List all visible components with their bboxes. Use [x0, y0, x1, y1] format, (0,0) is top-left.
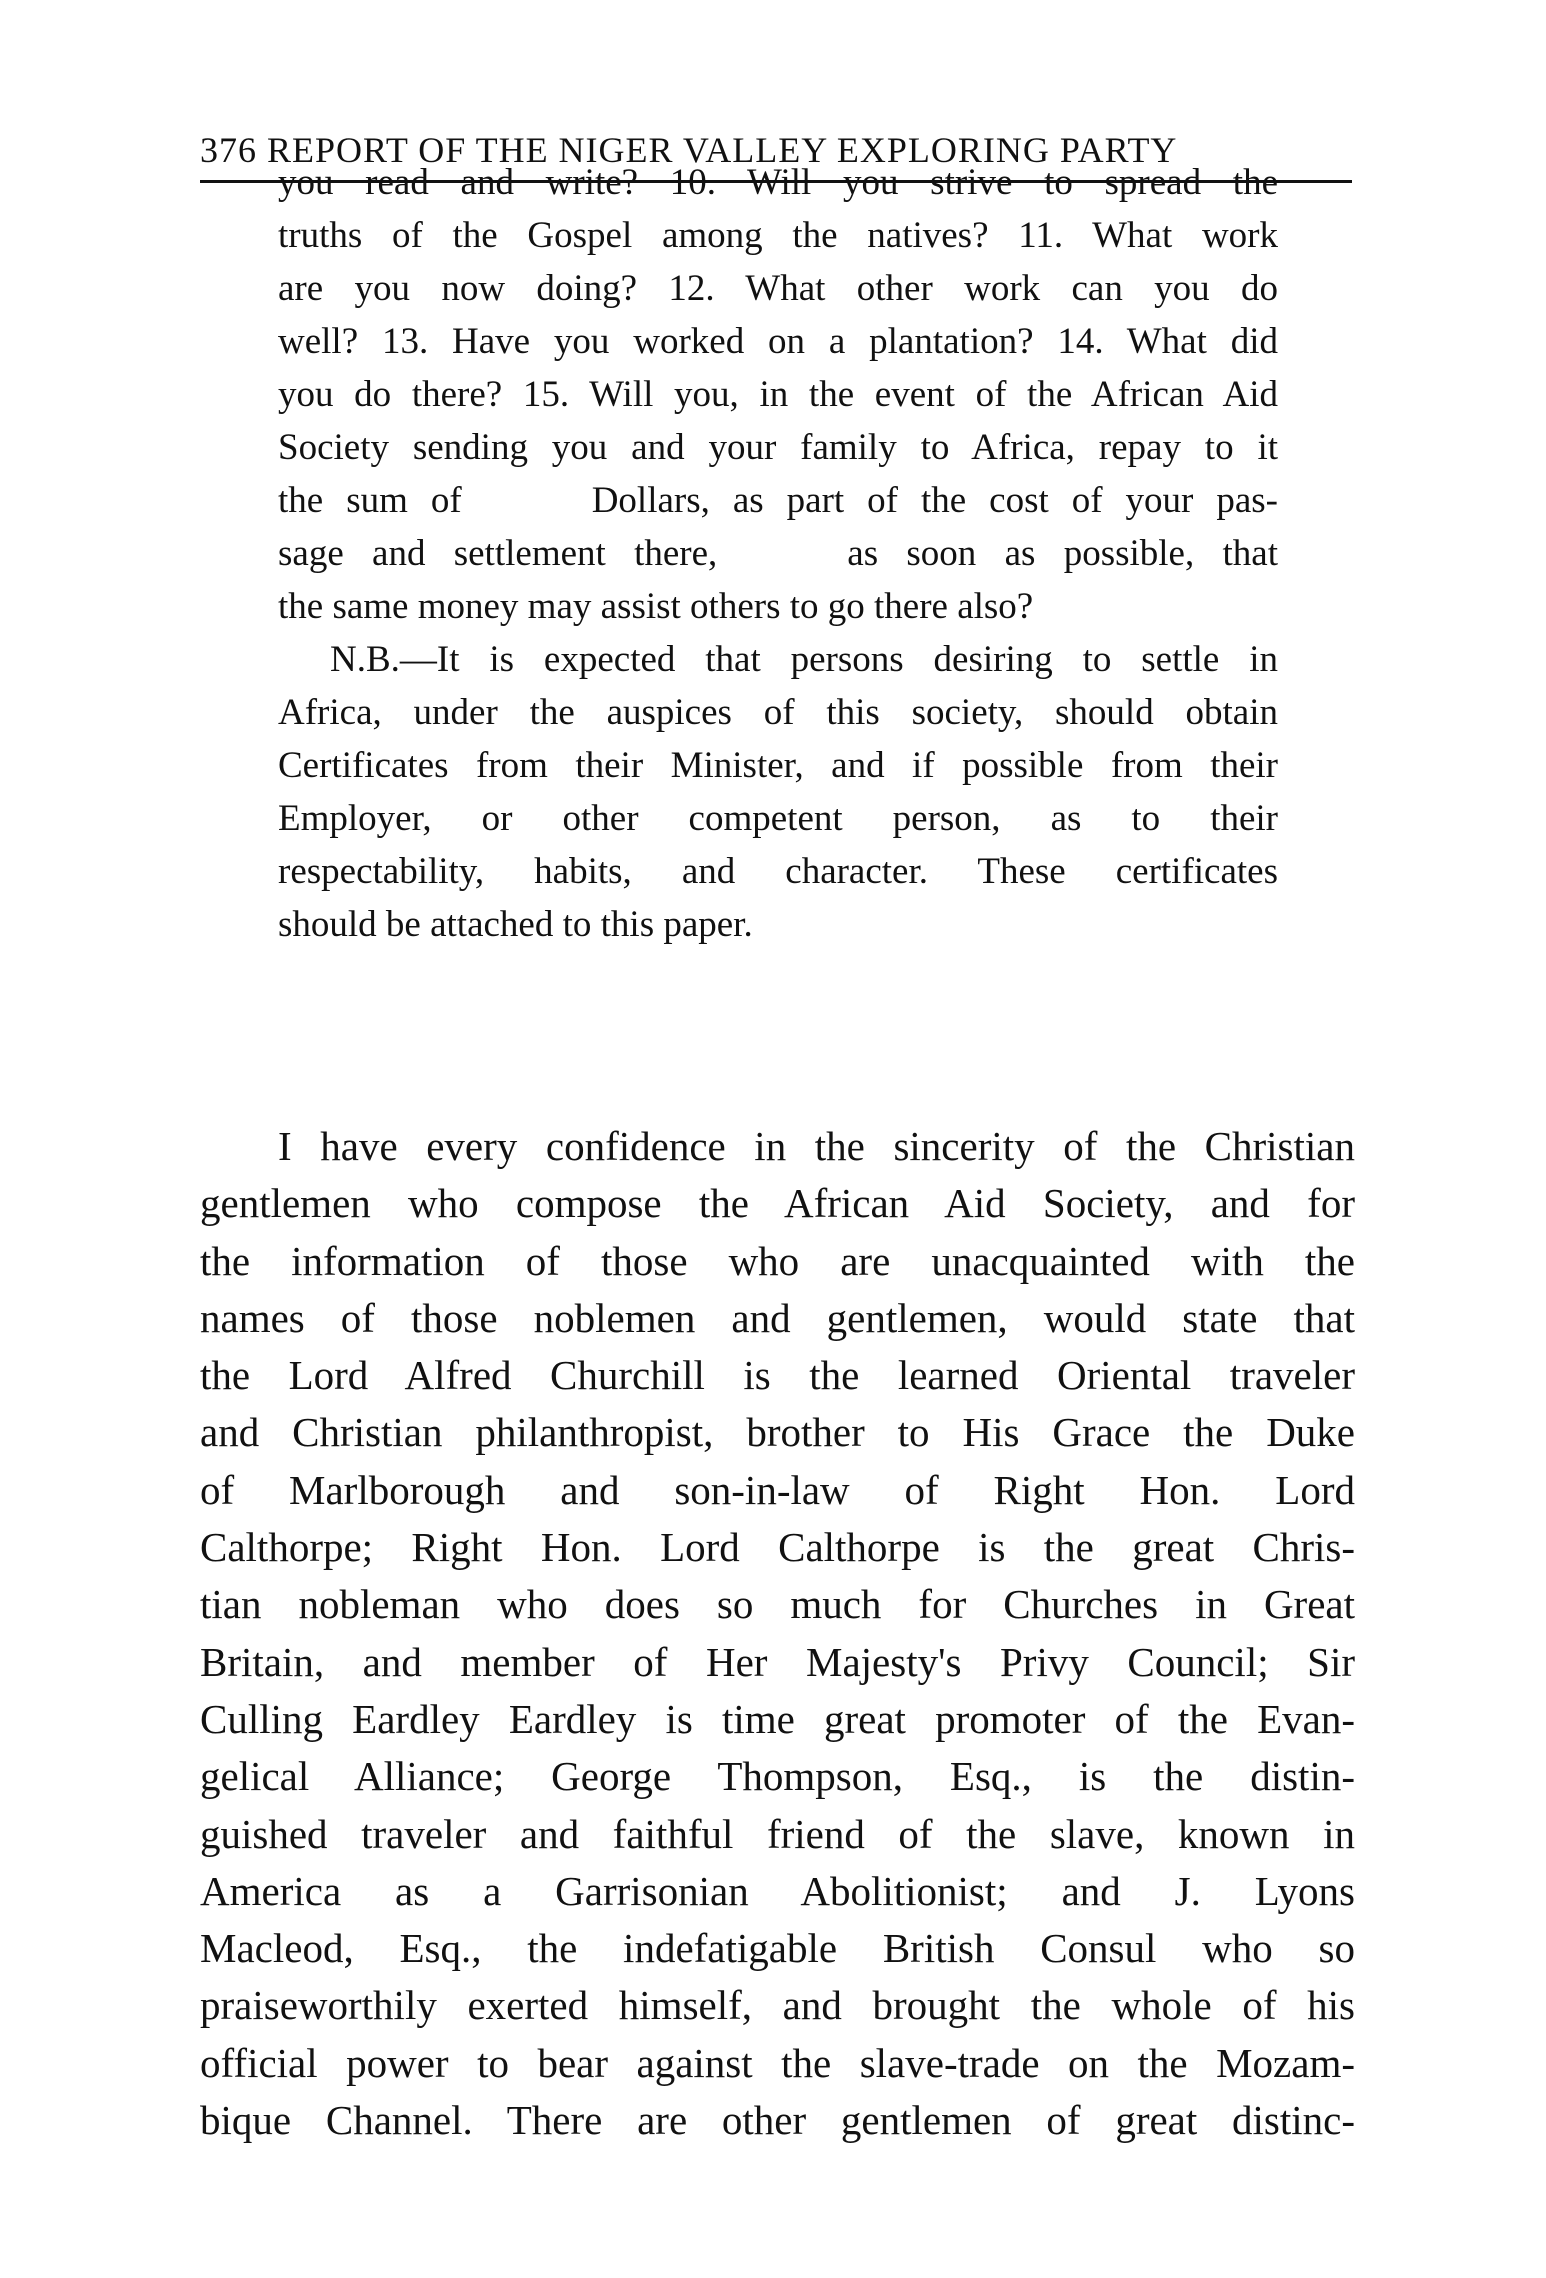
body-line: the information of those who are unacquainted with the [200, 1237, 1355, 1284]
note-first-line [278, 633, 1278, 686]
body-line: Calthorpe; Right Hon. Lord Calthorpe is the great Chris- [200, 1524, 1355, 1571]
note-label: N.B. [330, 639, 400, 680]
questionnaire-line: Society sending you and your family to Africa, repay to it [278, 427, 1278, 468]
running-title: REPORT OF THE NIGER VALLEY EXPLORING PARTY [267, 130, 1178, 170]
soon-text: as soon as possible, that [847, 533, 1278, 574]
body-line: official power to bear against the slave-trade on the Mozam- [200, 2039, 1355, 2086]
note-first-text: —It is expected that persons desiring to settle in [399, 639, 1278, 680]
questionnaire-line: you read and write? 10. Will you strive to spread the [278, 162, 1278, 203]
body-line: I have every confidence in the sincerity of the Christian [278, 1123, 1355, 1169]
page-number: 376 [200, 130, 257, 170]
questionnaire-line: truths of the Gospel among the natives? 11. What work [278, 215, 1278, 256]
sum-label: the sum of [278, 480, 462, 521]
questionnaire-line: well? 13. Have you worked on a plantation? 14. What did [278, 321, 1278, 362]
body-line: gelical Alliance; George Thompson, Esq., is the distin- [200, 1753, 1355, 1800]
body-line: Macleod, Esq., the indefatigable British Consul who so [200, 1925, 1355, 1972]
body-line: names of those noblemen and gentlemen, would state that [200, 1294, 1355, 1341]
body-line: tian nobleman who does so much for Churches in Great [200, 1581, 1355, 1628]
note-line: Africa, under the auspices of this society, should obtain [278, 692, 1278, 733]
note-line: should be attached to this paper. [278, 904, 753, 945]
body-line: America as a Garrisonian Abolitionist; and J. Lyons [200, 1867, 1355, 1914]
body-line: and Christian philanthropist, brother to His Grace the Duke [200, 1409, 1355, 1456]
body-line: praiseworthily exerted himself, and brought the whole of his [200, 1982, 1355, 2029]
note-line: respectability, habits, and character. These certificates [278, 851, 1278, 892]
body-line: guished traveler and faithful friend of the slave, known in [200, 1810, 1355, 1857]
note-line: Certificates from their Minister, and if possible from their [278, 745, 1278, 786]
questionnaire-line-settlement [278, 527, 1278, 580]
body-line: Britain, and member of Her Majesty's Privy Council; Sir [200, 1638, 1355, 1685]
questionnaire-line: the same money may assist others to go there also? [278, 586, 1034, 627]
note-line: Employer, or other competent person, as to their [278, 798, 1278, 839]
body-line: bique Channel. There are other gentlemen of great distinc- [200, 2097, 1355, 2144]
questionnaire-line: are you now doing? 12. What other work can you do [278, 268, 1278, 309]
body-line: gentlemen who compose the African Aid Society, and for [200, 1180, 1355, 1227]
body-line: Culling Eardley Eardley is time great promoter of the Evan- [200, 1695, 1355, 1742]
body-paragraph [200, 1118, 1355, 2149]
questionnaire-block [278, 156, 1278, 951]
questionnaire-line: you do there? 15. Will you, in the event of the African Aid [278, 374, 1278, 415]
settlement-text: sage and settlement there, [278, 533, 718, 574]
body-line: the Lord Alfred Churchill is the learned Oriental traveler [200, 1352, 1355, 1399]
questionnaire-line-dollars [278, 474, 1278, 527]
dollars-text: Dollars, as part of the cost of your pas- [591, 480, 1279, 521]
body-line: of Marlborough and son-in-law of Right Hon. Lord [200, 1466, 1355, 1513]
